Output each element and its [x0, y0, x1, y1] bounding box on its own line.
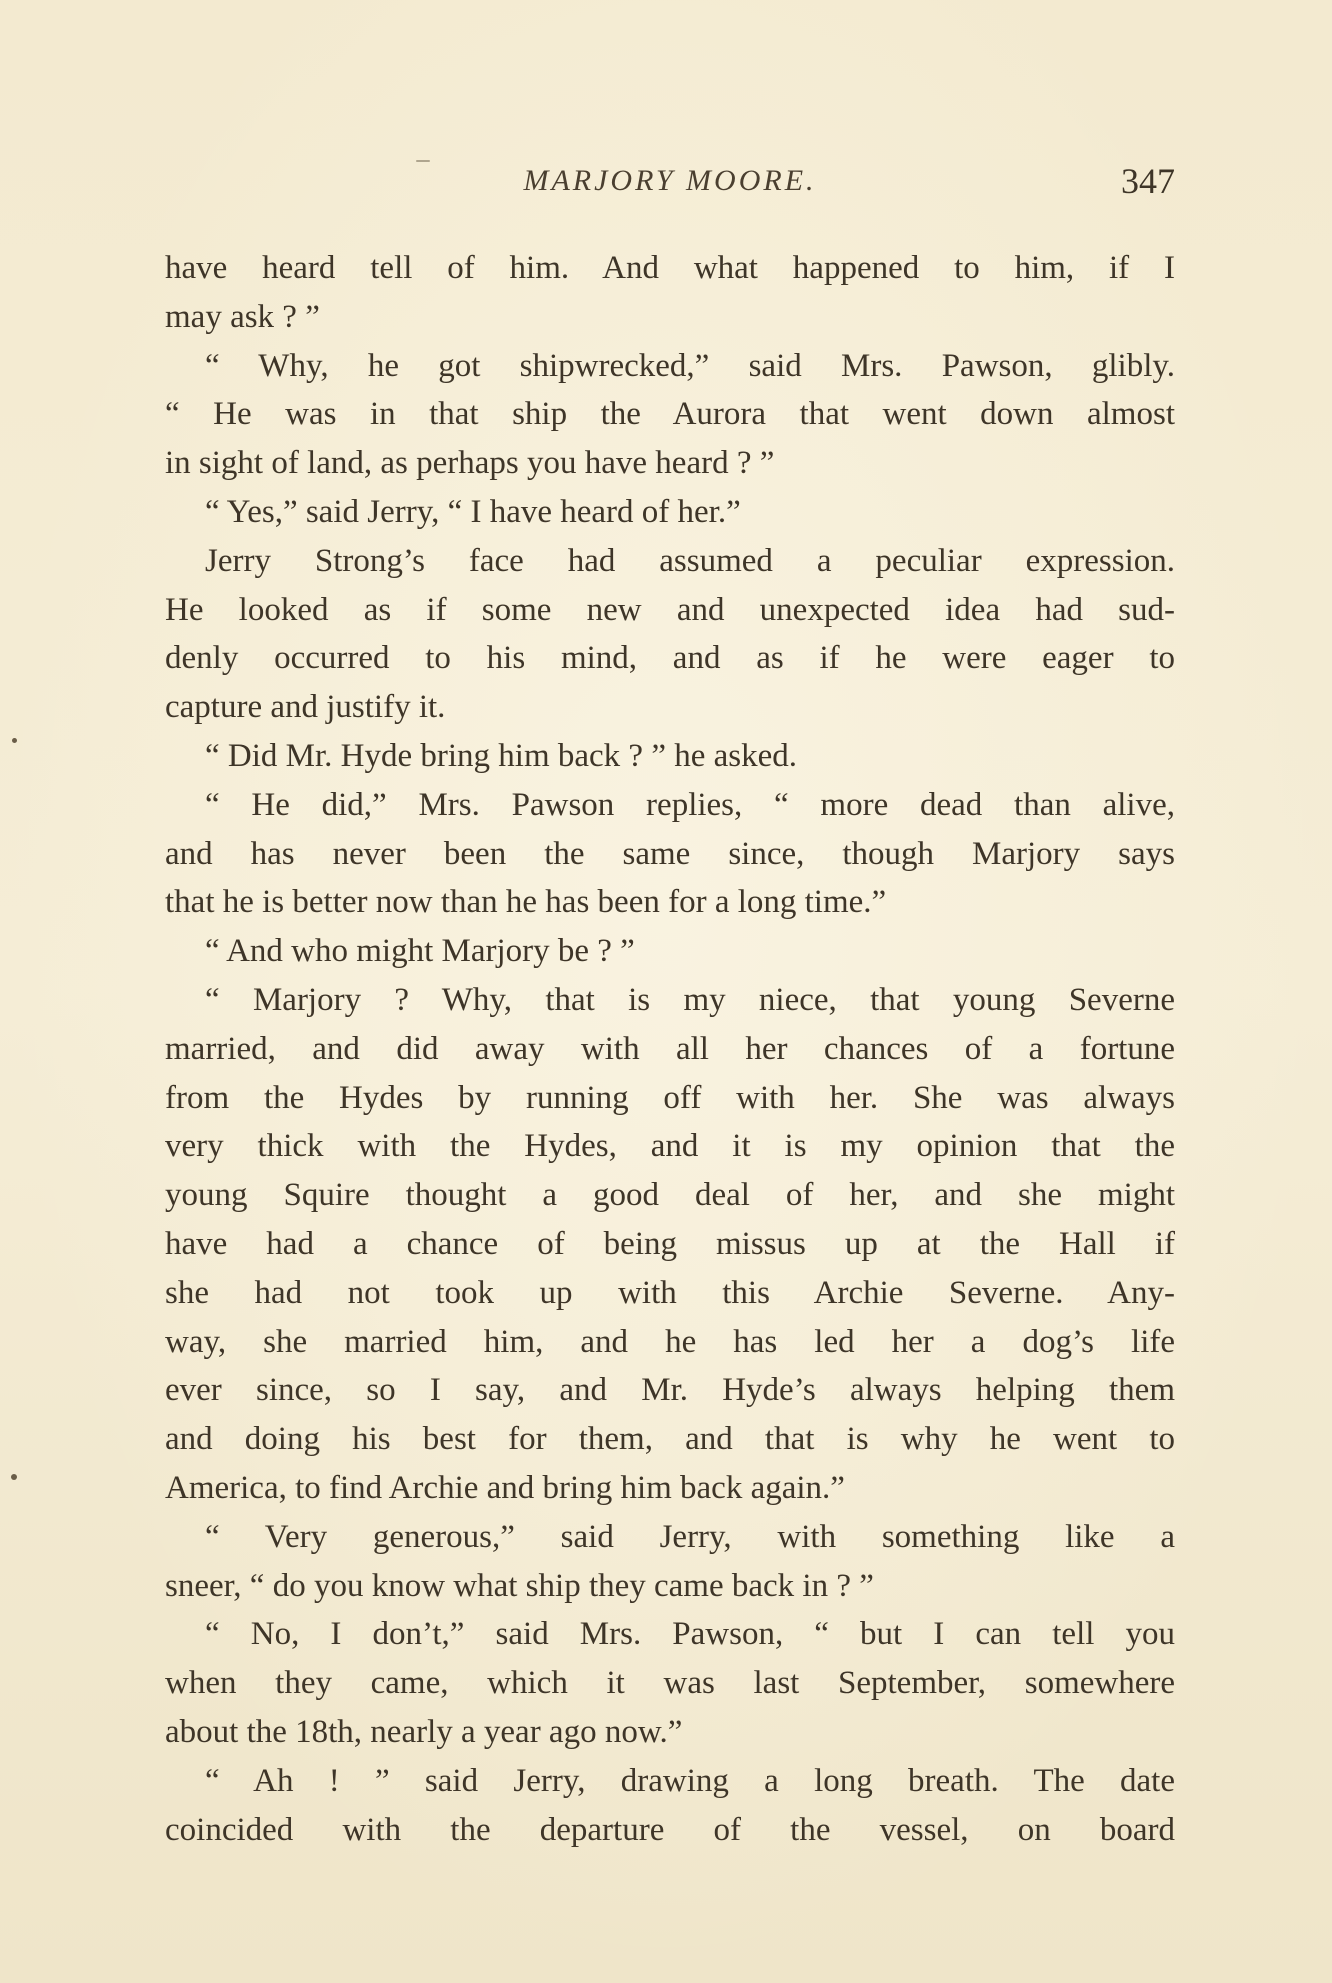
paper-speck [416, 160, 430, 162]
text-line: sneer, “ do you know what ship they came back in ? ” [165, 1567, 874, 1604]
text-line: married, and did away with all her chances of a fortune [165, 1030, 1175, 1067]
text-line: denly occurred to his mind, and as if he were eager to [165, 640, 1175, 677]
page-number: 347 [1121, 161, 1175, 201]
running-title: MARJORY MOORE. [523, 164, 817, 197]
text-line: coincided with the departure of the vessel, on board [165, 1811, 1175, 1848]
paper-speck [11, 1474, 17, 1480]
text-line: about the 18th, nearly a year ago now.” [165, 1713, 683, 1750]
text-line: “ And who might Marjory be ? ” [205, 933, 635, 970]
text-line: America, to find Archie and bring him back again.” [165, 1469, 845, 1506]
text-line: “ No, I don’t,” said Mrs. Pawson, “ but I can tell you [205, 1616, 1175, 1653]
text-line: she had not took up with this Archie Severne. Any- [165, 1274, 1175, 1311]
text-line: very thick with the Hydes, and it is my opinion that the [165, 1128, 1175, 1165]
text-line: have had a chance of being missus up at the Hall if [165, 1225, 1175, 1262]
paper-speck [12, 738, 17, 743]
text-line: “ He did,” Mrs. Pawson replies, “ more dead than alive, [205, 786, 1175, 823]
running-head [165, 160, 1175, 216]
text-line: He looked as if some new and unexpected idea had sud- [165, 591, 1175, 628]
text-line: “ Ah ! ” said Jerry, drawing a long breath. The date [205, 1762, 1175, 1799]
text-line: “ Very generous,” said Jerry, with something like a [205, 1518, 1175, 1555]
body-text [165, 244, 1175, 1854]
text-line: “ Marjory ? Why, that is my niece, that young Severne [205, 981, 1175, 1018]
text-line: that he is better now than he has been for a long time.” [165, 884, 887, 921]
text-line: and doing his best for them, and that is why he went to [165, 1421, 1175, 1458]
text-line: and has never been the same since, though Marjory says [165, 835, 1175, 872]
text-line: “ Why, he got shipwrecked,” said Mrs. Pawson, glibly. [205, 347, 1175, 384]
text-line: in sight of land, as perhaps you have heard ? ” [165, 445, 775, 482]
text-line: “ He was in that ship the Aurora that went down almost [165, 396, 1175, 433]
text-line: Jerry Strong’s face had assumed a peculiar expression. [205, 542, 1175, 579]
text-line: when they came, which it was last September, somewhere [165, 1665, 1175, 1702]
text-line: ever since, so I say, and Mr. Hyde’s always helping them [165, 1372, 1175, 1409]
text-line: may ask ? ” [165, 298, 320, 335]
text-line: young Squire thought a good deal of her, and she might [165, 1177, 1175, 1214]
text-line: have heard tell of him. And what happened to him, if I [165, 250, 1175, 286]
text-line: “ Did Mr. Hyde bring him back ? ” he asked. [205, 737, 798, 774]
text-line: way, she married him, and he has led her a dog’s life [165, 1323, 1175, 1360]
text-line: from the Hydes by running off with her. She was always [165, 1079, 1175, 1116]
text-line: capture and justify it. [165, 689, 446, 726]
text-line: “ Yes,” said Jerry, “ I have heard of her.” [205, 493, 741, 530]
